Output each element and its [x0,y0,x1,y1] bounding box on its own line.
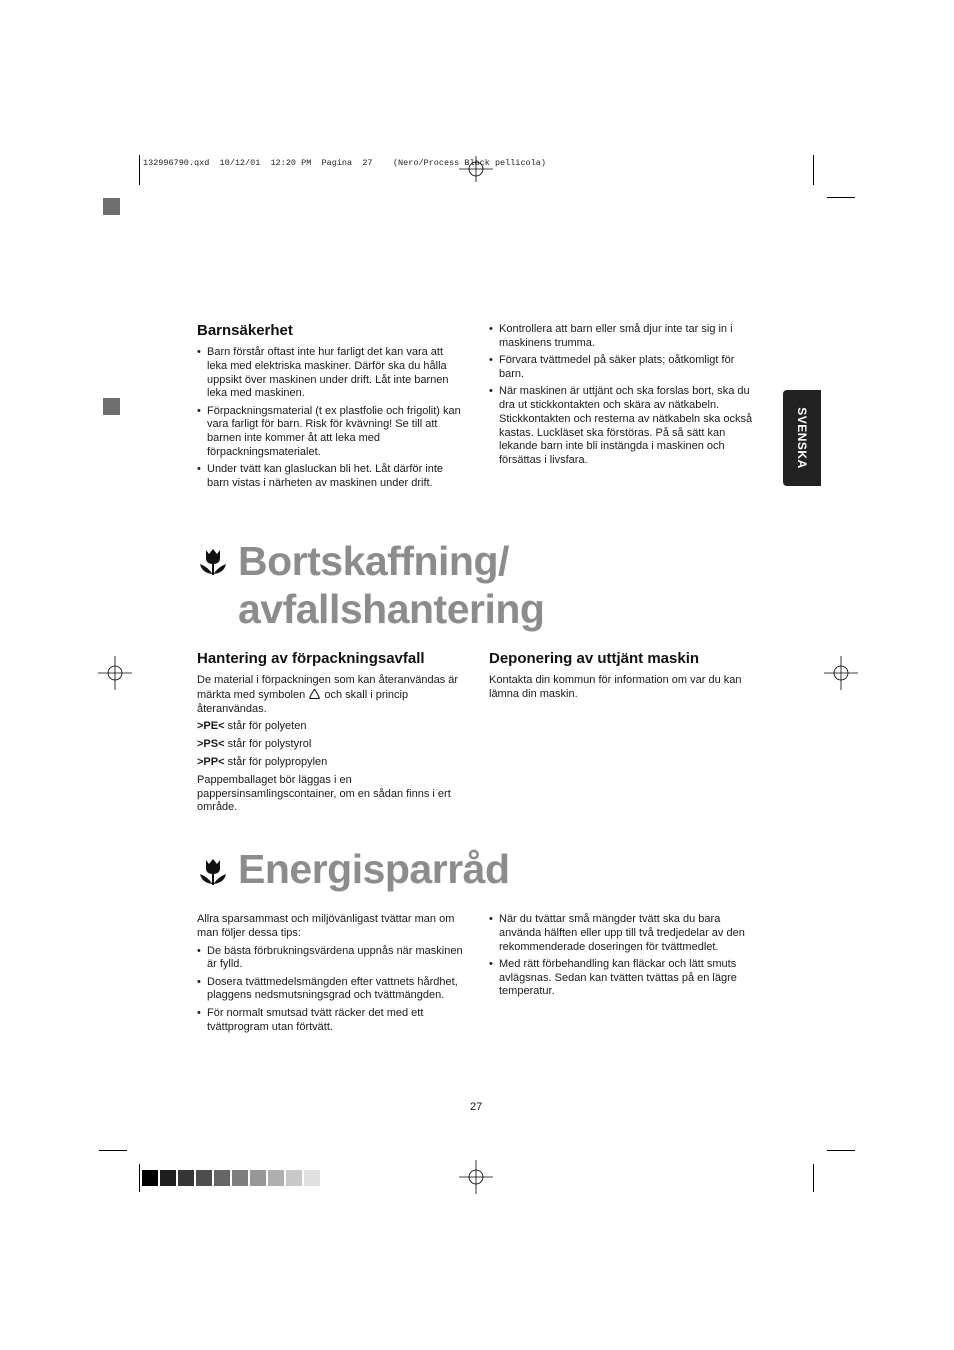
machine-heading: Deponering av uttjänt maskin [489,650,700,667]
disposal-title-line2: avfallshantering [238,586,545,632]
safety-heading: Barnsäkerhet [197,322,293,339]
code-line [197,756,467,770]
list-item: • Förvara tvättmedel på säker plats; oåtkomligt för barn. [489,354,757,382]
grey-marker-middle [103,398,120,415]
language-tab-label: SVENSKA [795,407,809,469]
page-number: 27 [470,1101,483,1113]
list-item: • Dosera tvättmedelsmängden efter vattnets hårdhet, plaggens nedsmutsningsgrad och tvättmängden. [197,976,465,1004]
language-tab [783,390,821,486]
print-slug: 132996790.qxd 10/12/01 12:20 PM Pagina 27 (Nero/Process Black pellicola) [143,158,546,168]
tulip-icon [198,857,228,887]
packaging-column [197,650,467,818]
color-swatch [268,1170,284,1186]
safety-left-list [197,346,465,491]
grey-marker-top [103,198,120,215]
energy-right-column [489,913,757,1003]
color-swatch [250,1170,266,1186]
material-code: >PS< [197,738,225,751]
list-item: • Under tvätt kan glasluckan bli het. Låt därför inte barn vistas i närheten av maskinen under drift. [197,463,465,491]
color-swatch [196,1170,212,1186]
packaging-heading: Hantering av förpackningsavfall [197,650,425,667]
registration-mark-left [98,656,132,690]
tulip-icon [198,547,228,577]
material-description: står för polyeten [227,720,307,733]
energy-left-list [197,945,465,1035]
packaging-intro [197,674,467,716]
list-item: • När maskinen är uttjänt och ska forslas bort, ska du dra ut stickkontakten och skära av nätkabeln. Stickkontakten och resterna av nätkabeln ska också kastas. Luckläset ska förstöras. På så sätt kan lekande barn inte bli instängda i maskinen och försättas i livsfara. [489,385,757,468]
code-line [197,738,467,752]
list-item: • Barn förstår oftast inte hur farligt det kan vara att leka med elektriska maskiner. Därför ska du hålla uppsikt över maskinen under drift. Låt inte barnen leka med maskinen. [197,346,465,401]
list-item: • Med rätt förbehandling kan fläckar och lätt smuts avlägsnas. Sedan kan tvätten tvättas på en lägre temperatur. [489,958,757,999]
color-swatch [160,1170,176,1186]
list-item: • När du tvättar små mängder tvätt ska du bara använda hälften eller upp till två tredjedelar av den rekommenderade doseringen för tvättmedlet. [489,913,757,954]
paper-note: Pappemballaget bör läggas i en pappersinsamlingscontainer, om en sådan finns i ert område. [197,773,451,814]
color-swatch [232,1170,248,1186]
code-line [197,720,467,734]
energy-title: Energisparråd [238,846,510,892]
material-description: står för polypropylen [227,755,328,768]
material-code: >PE< [197,720,225,733]
disposal-title-line1: Bortskaffning/ [238,538,509,584]
recycle-icon [308,688,321,700]
packaging-intro-text-2: och skall i princip återanvändas. [197,688,409,715]
color-swatch [178,1170,194,1186]
list-item: • Kontrollera att barn eller små djur inte tar sig in i maskinens trumma. [489,323,757,351]
packaging-intro-text: De material i förpackningen som kan återanvändas är märkta med symbolen [197,674,459,701]
registration-mark-right [824,656,858,690]
material-description: står för polystyrol [227,738,312,751]
machine-text: Kontakta din kommun för information om var du kan lämna din maskin. [489,674,742,700]
list-item: • De bästa förbrukningsvärdena uppnås när maskinen är fylld. [197,945,465,973]
safety-left-column [197,322,465,494]
color-swatch [286,1170,302,1186]
safety-right-list [489,323,757,468]
list-item: • Förpackningsmaterial (t ex plastfolie och frigolit) kan vara farligt för barn. Risk för kvävning! Se till att barnen inte kommer åt att leka med förpackningsmaterialet. [197,405,465,460]
list-item: • För normalt smutsad tvätt räcker det med ett tvättprogram utan förtvätt. [197,1007,465,1035]
registration-mark-top [459,152,493,186]
energy-intro: Allra sparsammast och miljövänligast tvättar man om man följer dessa tips: [197,913,455,939]
energy-left-column [197,913,465,1038]
color-swatch [304,1170,320,1186]
safety-right-column [489,323,757,471]
material-code: >PP< [197,755,225,768]
registration-mark-bottom [459,1160,493,1194]
machine-column [489,650,757,705]
color-swatch [214,1170,230,1186]
color-swatch [142,1170,158,1186]
energy-right-list [489,913,757,999]
